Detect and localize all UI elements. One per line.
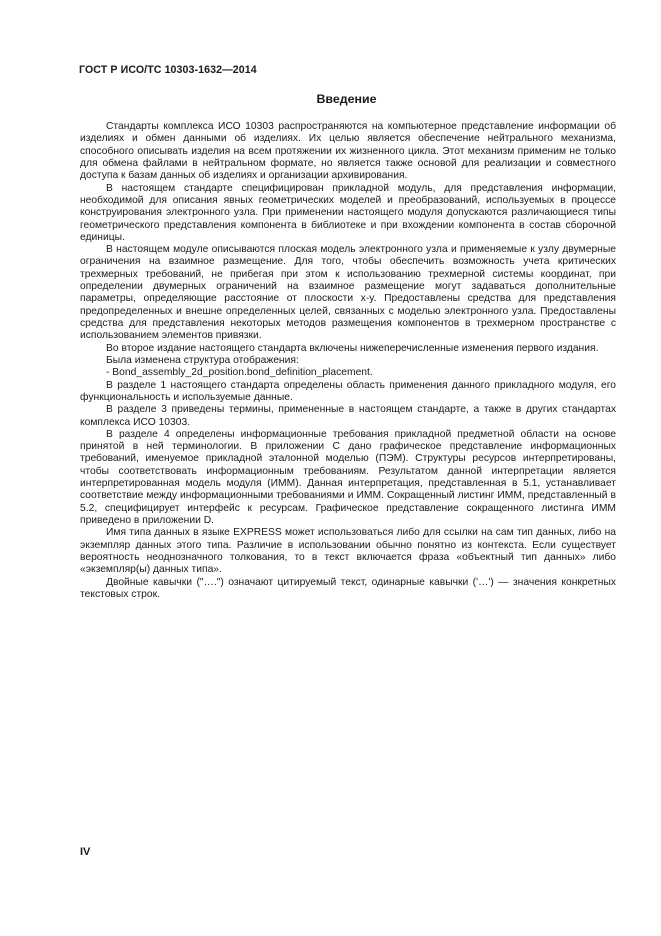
paragraph: - Bond_assembly_2d_position.bond_definition_placement.: [106, 367, 373, 379]
paragraph: В настоящем модуле описываются плоская модель электронного узла и применяемые к узлу двумерные ограничения на взаимное размещение. Для того, чтобы обеспечить возможность учета критических трехмерных требований, не прибегая при этом к использованию трехмерной системы координат, при определении двумерных ограничений на взаимное размещение могут задаваться дополнительные параметры, определяющие расстояние от плоскости x-y. Предоставлены средства для представления предопределенных и внешне определенных целей, связанных с моделью электронного узла. Предоставлены средства для представления некоторых методов размещения компонентов в трехмерном пространстве с использованием элементов привязки.: [80, 244, 616, 342]
section-title: Введение: [316, 92, 377, 106]
document-header: ГОСТ Р ИСО/ТС 10303-1632—2014: [79, 64, 257, 76]
paragraph: Была изменена структура отображения:: [106, 354, 299, 366]
paragraph: Во второе издание настоящего стандарта включены нижеперечисленные изменения первого издания.: [106, 342, 599, 354]
paragraph: В разделе 1 настоящего стандарта определены область применения данного прикладного модуля, его функциональность и используемые данные.: [80, 379, 616, 403]
paragraph: В настоящем стандарте специфицирован прикладной модуль, для представления информации, необходимой для описания явных геометрических моделей и преобразований, используемых в процессе конструирования электронного узла. При применении настоящего модуля допускаются различающиеся типы геометрического представления компонента в библиотеке и при вхождении компонента в состав сборочной единицы.: [80, 182, 616, 243]
paragraph: Имя типа данных в языке EXPRESS может использоваться либо для ссылки на сам тип данных, либо на экземпляр данных этого типа. Различие в использовании обычно понятно из контекста. Если существует вероятность неоднозначного толкования, то в текст включается фраза «объектный тип данных» либо «экземпляр(ы) данных типа».: [80, 527, 616, 576]
paragraph: В разделе 4 определены информационные требования прикладной предметной области на основе принятой в ней терминологии. В приложении С дано графическое представление информационных требований, именуемое прикладной эталонной моделью (ПЭМ). Структуры ресурсов интерпретированы, чтобы соответствовать информационным требованиям. Результатом данной интерпретации является интерпретированная модель модуля (ИММ). Данная интерпретация, представленная в 5.1, устанавливает соответствие между информационными требованиями и ИММ. Сокращенный листинг ИММ, представленный в 5.2, специфицирует интерфейс к ресурсам. Графическое представление сокращенного листинга ИММ приведено в приложении D.: [80, 428, 616, 526]
page-number: IV: [80, 846, 91, 858]
body-text: [80, 121, 616, 601]
paragraph: Двойные кавычки ("….") означают цитируемый текст, одинарные кавычки ('…') — значения конкретных текстовых строк.: [80, 576, 616, 600]
paragraph: Стандарты комплекса ИСО 10303 распространяются на компьютерное представление информации об изделиях и обмен данными об изделиях. Их целью является обеспечение нейтрального механизма, способного описывать изделия на всем протяжении их жизненного цикла. Этот механизм применим не только для обмена файлами в нейтральном формате, но является также основой для реализации и совместного доступа к базам данных об изделиях и организации архивирования.: [80, 121, 616, 182]
paragraph: В разделе 3 приведены термины, примененные в настоящем стандарте, а также в других стандартах комплекса ИСО 10303.: [80, 404, 616, 428]
